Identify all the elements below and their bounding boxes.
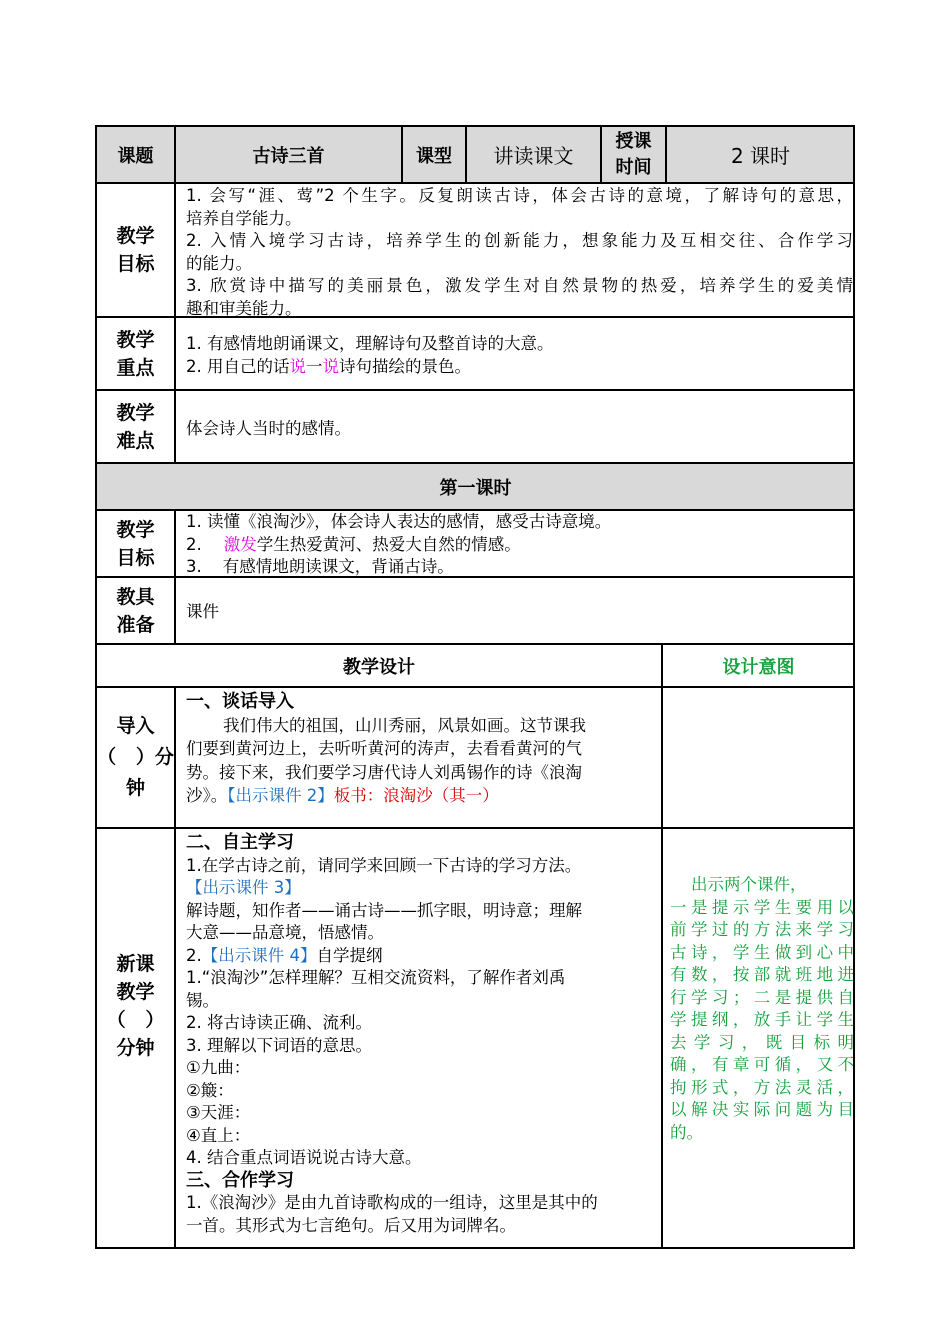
- goals-text: [186, 185, 853, 320]
- key-points-text: [186, 333, 846, 378]
- courseware-tag: 【出示课件 4】: [201, 945, 317, 965]
- lesson1-goal-highlight: 激发: [223, 534, 257, 554]
- key-points-label-line2: 重点: [116, 356, 155, 379]
- intro-line-part: 沙》。: [186, 786, 228, 805]
- new-lesson-part: 2.: [186, 945, 202, 965]
- cooperative-study-heading: 三、合作学习: [186, 1169, 294, 1191]
- time-label-line1: 授课: [615, 130, 652, 152]
- goals-line: 培养自学能力。: [186, 208, 302, 228]
- type-label: 课型: [416, 145, 452, 167]
- design-header: 教学设计: [343, 656, 415, 678]
- goals-label-line2: 目标: [116, 253, 155, 275]
- time-label-line2: 时间: [615, 156, 652, 178]
- intent-line: 前学过的方法来学习: [670, 920, 854, 939]
- courseware-tag: 【出示课件 3】: [186, 878, 301, 897]
- new-lesson-line: [186, 945, 658, 968]
- time-value: 2 课时: [730, 144, 791, 168]
- vocab-item: ④直上：: [186, 1125, 251, 1145]
- type-value: 讲读课文: [493, 144, 574, 168]
- intent-line: 学提纲，放手让学生: [670, 1010, 854, 1029]
- lesson1-goals-label-line1: 教学: [116, 518, 155, 541]
- intro-line: 们要到黄河边上，去听听黄河的涛声，去看看黄河的气: [186, 739, 582, 758]
- intent-line: 古诗，学生做到心中: [670, 942, 854, 962]
- courseware-tag: 【出示课件 2】: [227, 786, 334, 805]
- vocab-item: ②簸：: [186, 1080, 234, 1100]
- intent-line: 一是提示学生要用以: [670, 897, 854, 917]
- intro-line: 势。接下来，我们要学习唐代诗人刘禹锡作的诗《浪淘: [186, 762, 582, 782]
- key-points-label: [97, 318, 174, 389]
- rule: [661, 643, 663, 1249]
- intent-line: 出示两个课件，: [670, 875, 807, 894]
- tools-label: [97, 578, 174, 643]
- rule: [174, 686, 176, 1249]
- rule: [95, 686, 855, 688]
- new-lesson-label: [97, 950, 174, 1120]
- new-lesson-line: 解诗题，知作者——诵古诗——抓字眼，明诗意；理解: [186, 900, 582, 920]
- key-points-part: 一: [306, 356, 323, 376]
- intent-line: 行学习；二是提供自: [670, 987, 854, 1007]
- intro-line: 我们伟大的祖国，山川秀丽，风景如画。这节课我: [223, 715, 586, 735]
- intent-line: 有数，按部就班地进: [670, 965, 854, 984]
- goals-label: [97, 184, 174, 316]
- lesson1-goal: 1. 读懂《浪淘沙》，体会诗人表达的感情，感受古诗意境。: [186, 512, 612, 531]
- new-lesson-line: 锡。: [186, 990, 219, 1010]
- board-note: 板书：浪淘沙（其一）: [333, 786, 499, 805]
- key-points-part: 诗句描绘的景色。: [339, 356, 471, 376]
- intro-heading: 一、谈话导入: [186, 691, 294, 712]
- difficulty-label-line1: 教学: [116, 401, 155, 424]
- goals-line: 趣和审美能力。: [186, 298, 302, 318]
- intro-text: [186, 690, 656, 808]
- tools-value: 课件: [186, 602, 219, 621]
- lesson1-goal: [186, 534, 846, 557]
- difficulty-label-line2: 难点: [116, 429, 155, 452]
- intent-line: 以解决实际问题为目: [670, 1100, 854, 1119]
- intent-line: 去学习，既目标明: [670, 1032, 854, 1052]
- key-points-highlight: 说: [289, 356, 306, 376]
- intent-line: 确，有章可循，又不: [670, 1055, 854, 1074]
- rule: [95, 182, 855, 184]
- key-points-line: 1. 有感情地朗诵课文，理解诗句及整首诗的大意。: [186, 334, 554, 353]
- intent-header: 设计意图: [722, 656, 795, 678]
- topic-value: 古诗三首: [252, 145, 325, 167]
- self-study-heading: 二、自主学习: [186, 832, 294, 853]
- tools-label-line2: 准备: [116, 613, 155, 636]
- rule: [95, 389, 855, 391]
- lesson1-goal: 3. 有感情地朗读课文，背诵古诗。: [186, 557, 454, 576]
- new-lesson-line: 一首。其形式为七言绝句。后又用为词牌名。: [186, 1215, 516, 1235]
- tools-label-line1: 教具: [116, 585, 155, 608]
- new-lesson-text: [186, 832, 658, 1237]
- key-points-part: 2. 用自己的话: [186, 356, 290, 376]
- lesson1-title: 第一课时: [439, 477, 512, 499]
- new-lesson-line: 1.在学古诗之前，请同学来回顾一下古诗的学习方法。: [186, 855, 582, 875]
- new-lesson-line: 4. 结合重点词语说说古诗大意。: [186, 1148, 422, 1167]
- goals-line: 2. 入情入境学习古诗，培养学生的创新能力，想象能力及互相交往、合作学习: [186, 231, 853, 250]
- new-lesson-line: 大意——品意境，悟感情。: [186, 923, 384, 942]
- new-lesson-line: 1.“浪淘沙”怎样理解？互相交流资料，了解作者刘禹: [186, 968, 566, 987]
- goals-line: 的能力。: [186, 253, 252, 273]
- vocab-item: ①九曲：: [186, 1058, 251, 1077]
- intro-label-line2: （ ）分: [97, 746, 174, 768]
- intent-line: 拘形式，方法灵活，: [670, 1077, 854, 1097]
- rule: [174, 509, 176, 644]
- time-label: [602, 127, 665, 182]
- design-intent-text: [670, 874, 854, 1144]
- new-lesson-line: 3. 理解以下词语的意思。: [186, 1035, 372, 1055]
- lesson1-goals-text: [186, 511, 846, 579]
- key-points-label-line1: 教学: [116, 328, 155, 351]
- goals-label-line1: 教学: [116, 225, 155, 247]
- topic-label: 课题: [117, 145, 154, 167]
- key-points-line: [186, 356, 846, 379]
- difficulty-text: 体会诗人当时的感情。: [186, 419, 351, 438]
- lesson1-goal-num: 2.: [186, 534, 202, 554]
- goals-line: 3. 欣赏诗中描写的美丽景色，激发学生对自然景物的热爱，培养学生的爱美情: [186, 276, 853, 295]
- new-lesson-label-line2: 教学: [116, 981, 155, 1003]
- lesson1-goal-part: 学生热爱黄河、热爱大自然的情感。: [256, 534, 521, 554]
- lesson1-goals-label-line2: 目标: [116, 546, 155, 569]
- new-lesson-line: 2. 将古诗读正确、流利。: [186, 1013, 372, 1032]
- new-lesson-part: 自学提纲: [316, 945, 383, 965]
- new-lesson-label-line3: （ ）: [106, 1009, 165, 1031]
- lesson1-goals-label: [97, 511, 174, 576]
- new-lesson-label-line4: 分钟: [116, 1037, 155, 1059]
- rule: [95, 827, 855, 829]
- intro-line: [186, 784, 656, 808]
- intro-label-line1: 导入: [116, 715, 155, 737]
- new-lesson-label-line1: 新课: [116, 953, 155, 975]
- key-points-highlight: 说: [322, 356, 339, 376]
- intro-label: [97, 688, 174, 827]
- intent-line: 的。: [670, 1122, 703, 1142]
- intro-label-line3: 钟: [125, 777, 145, 799]
- vocab-item: ③天涯：: [186, 1103, 251, 1122]
- difficulty-label: [97, 391, 174, 462]
- new-lesson-line: 1.《浪淘沙》是由九首诗歌构成的一组诗，这里是其中的: [186, 1193, 598, 1212]
- goals-line: 1. 会写“涯、莺”2 个生字。反复朗读古诗，体会古诗的意境，了解诗句的意思，: [186, 186, 853, 205]
